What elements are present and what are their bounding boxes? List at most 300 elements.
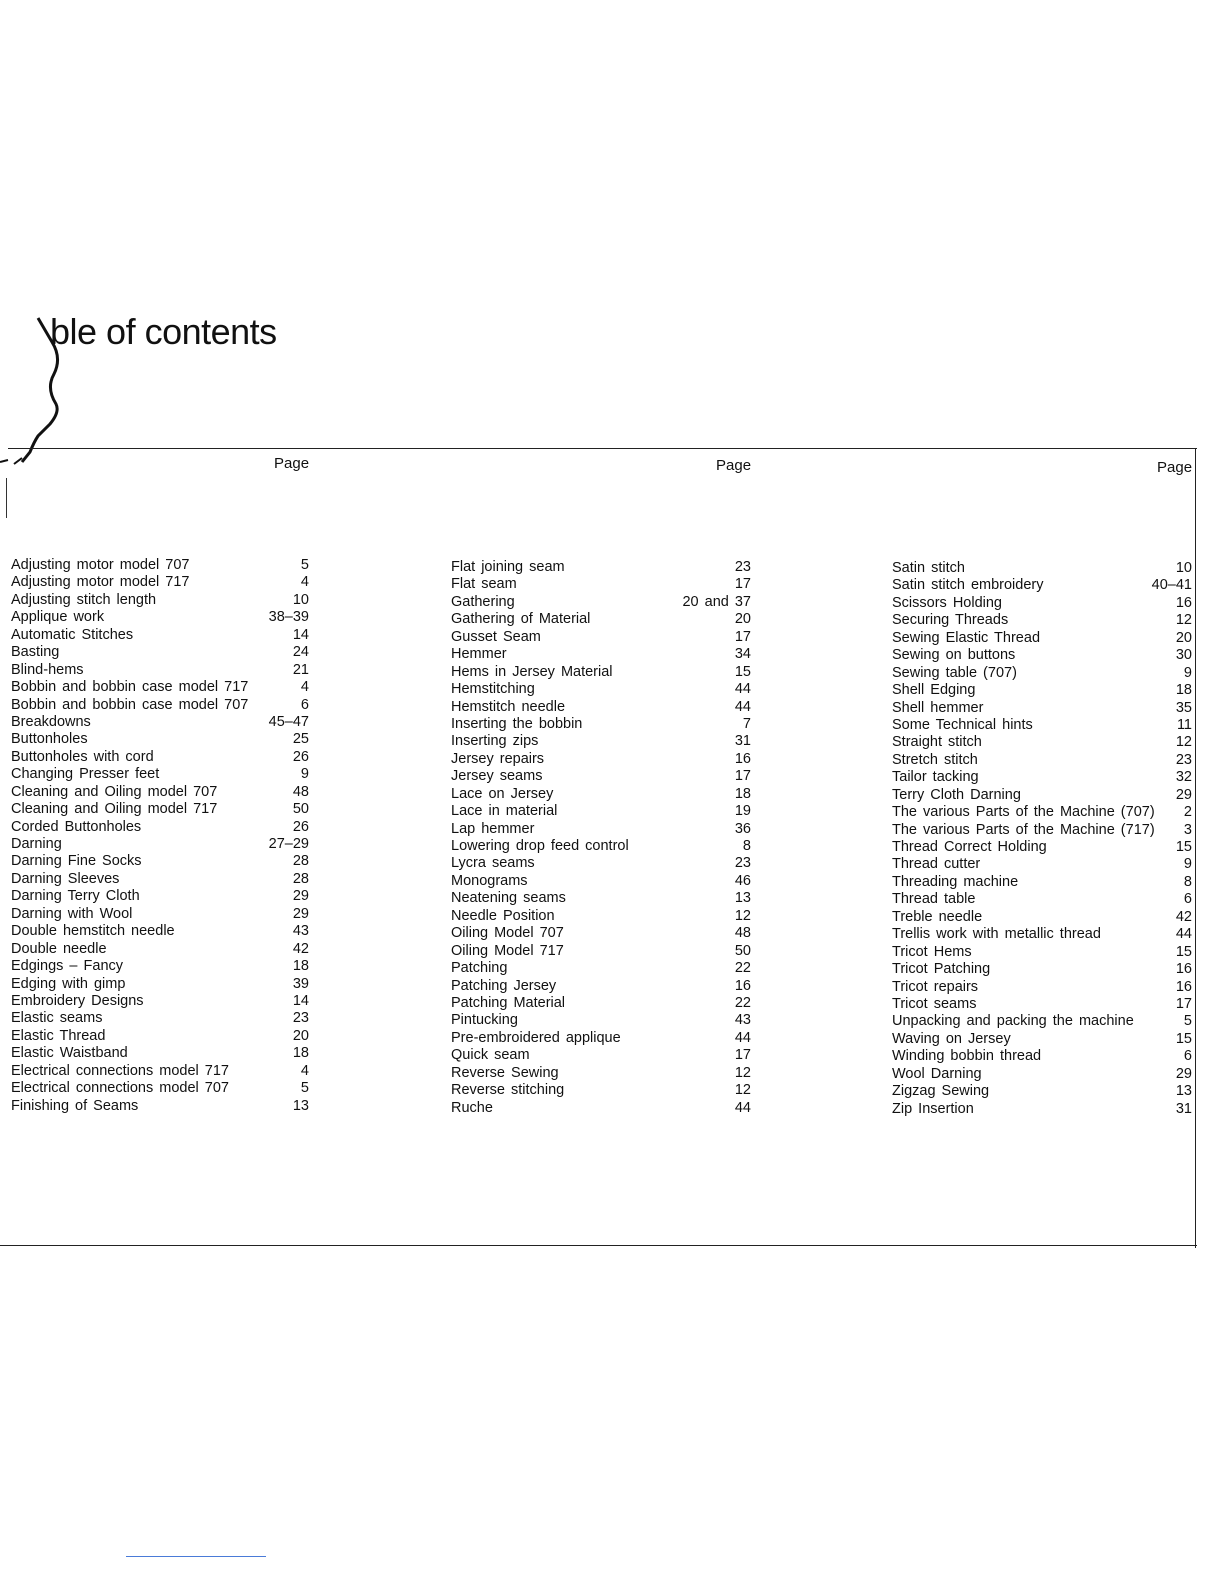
index-entry-topic: Hemstitching [451,681,535,698]
index-entry [451,716,751,733]
index-entry-page: 22 [734,960,751,977]
index-entry [451,995,751,1012]
index-entry [11,819,309,836]
index-entry-page: 23 [292,1010,309,1027]
index-entry [892,979,1192,996]
index-entry [451,1082,751,1099]
index-entry-topic: Edgings – Fancy [11,958,124,975]
index-entry-page: 16 [1175,978,1192,995]
index-entry [451,1030,751,1047]
index-entry [892,909,1192,926]
index-entry [892,734,1192,751]
index-entry-page: 4 [300,574,309,591]
frame-left-rule [6,478,7,518]
index-entry [451,943,751,960]
index-entry [892,630,1192,647]
index-entry [451,978,751,995]
index-entry-topic: Inserting zips [451,733,539,750]
index-entry-topic: Adjusting motor model 717 [11,574,190,591]
index-entry [892,1066,1192,1083]
index-entry-topic: Gusset Seam [451,628,541,645]
index-entry-topic: Elastic Thread [11,1027,106,1044]
frame-bottom-rule [0,1245,1197,1246]
index-entry-page: 28 [292,870,309,887]
index-entry-topic: Sewing table (707) [892,664,1017,681]
index-entry-page: 23 [734,855,751,872]
index-entry [892,926,1192,943]
index-entry [892,647,1192,664]
index-entry-page: 6 [300,696,309,713]
index-entry-page: 17 [1175,995,1192,1012]
index-entry-topic: The various Parts of the Machine (707) [892,804,1155,821]
index-entry [451,1065,751,1082]
index-entry [451,1100,751,1117]
index-entry-topic: Scissors Holding [892,594,1002,611]
index-entry-page: 34 [734,646,751,663]
index-entry-topic: Pre-embroidered applique [451,1029,621,1046]
index-entry-topic: Sewing Elastic Thread [892,629,1041,646]
index-entry-topic: Straight stitch [892,734,982,751]
index-entry-page: 20 [734,611,751,628]
index-entry-topic: Lowering drop feed control [451,838,629,854]
index-entry [451,733,751,750]
index-entry-page: 5 [300,1080,309,1097]
index-entry [451,890,751,907]
index-entry [451,681,751,698]
index-entry [892,752,1192,769]
index-entry-topic: Embroidery Designs [11,992,144,1009]
index-entry [892,612,1192,629]
index-entry [11,697,309,714]
index-entry [451,646,751,663]
index-entry-topic: Hemmer [451,646,507,663]
index-entry-topic: Sewing on buttons [892,647,1016,664]
index-entry-page: 5 [300,557,309,573]
index-entry-page: 31 [734,733,751,750]
index-entry-topic: Threading machine [892,873,1019,890]
index-entry-page: 16 [734,750,751,767]
index-entry [11,1063,309,1080]
index-entry-page: 13 [1175,1083,1192,1100]
index-entry [451,1047,751,1064]
index-column-2 [451,559,751,1117]
index-entry-page: 20 and 37 [682,593,751,610]
index-entry-topic: Reverse Sewing [451,1064,559,1081]
index-entry-topic: Edging with gimp [11,975,126,992]
index-entry-topic: Oiling Model 717 [451,942,564,959]
index-entry-page: 4 [300,679,309,696]
page-column-header-1: Page [274,455,310,472]
index-column-3 [892,560,1192,1118]
index-entry [892,717,1192,734]
index-entry-page: 18 [734,785,751,802]
index-entry-page: 12 [1175,612,1192,629]
index-entry-page: 14 [292,992,309,1009]
index-entry [892,787,1192,804]
index-entry [451,821,751,838]
index-entry [892,700,1192,717]
index-entry-topic: Electrical connections model 717 [11,1062,229,1079]
index-entry-topic: Securing Threads [892,612,1009,629]
index-entry-topic: Shell Edging [892,682,976,699]
index-entry-page: 18 [292,1045,309,1062]
index-entry [11,644,309,661]
index-entry [451,803,751,820]
index-entry-page: 16 [734,977,751,994]
index-entry-page: 16 [1175,594,1192,611]
index-entry-topic: Tricot repairs [892,978,979,995]
index-entry-topic: Adjusting motor model 707 [11,557,190,573]
index-entry-page: 11 [1176,716,1192,733]
index-entry-topic: The various Parts of the Machine (717) [892,821,1155,838]
index-entry [892,577,1192,594]
index-entry-topic: Trellis work with metallic thread [892,926,1101,943]
index-entry-page: 12 [734,1064,751,1081]
index-entry-page: 17 [734,768,751,785]
index-entry-page: 5 [1183,1013,1192,1030]
index-entry-page: 16 [1175,961,1192,978]
index-entry [892,1013,1192,1030]
index-entry-page: 9 [1183,856,1192,873]
index-entry-topic: Bobbin and bobbin case model 707 [11,696,249,713]
index-entry [11,906,309,923]
index-entry-page: 15 [1175,1030,1192,1047]
index-entry-topic: Hems in Jersey Material [451,663,613,680]
index-entry-topic: Lace in material [451,803,558,820]
index-entry-page: 35 [1175,699,1192,716]
index-entry [11,801,309,818]
index-entry-topic: Lap hemmer [451,820,535,837]
index-entry-page: 32 [1175,769,1192,786]
index-entry-topic: Lace on Jersey [451,785,554,802]
index-entry-page: 44 [734,681,751,698]
index-entry-topic: Neatening seams [451,890,566,907]
index-entry [11,993,309,1010]
index-entry [892,1101,1192,1118]
index-entry-topic: Darning [11,836,62,852]
index-entry-page: 30 [1175,647,1192,664]
index-entry-page: 45–47 [268,713,309,730]
index-entry-page: 29 [292,888,309,905]
index-entry-page: 48 [734,925,751,942]
index-entry-topic: Jersey seams [451,768,543,785]
index-entry-topic: Wool Darning [892,1065,982,1082]
index-entry [11,1098,309,1115]
index-entry-topic: Flat joining seam [451,559,565,575]
index-entry-page: 7 [742,715,751,732]
index-entry-page: 21 [292,661,309,678]
index-entry [11,923,309,940]
index-entry-topic: Flat seam [451,576,517,593]
index-entry-topic: Breakdowns [11,713,91,730]
index-entry-topic: Darning Sleeves [11,870,120,887]
index-entry [11,609,309,626]
index-entry [892,891,1192,908]
index-entry-page: 17 [734,628,751,645]
index-entry-topic: Quick seam [451,1047,530,1064]
index-entry [11,976,309,993]
index-entry-topic: Automatic Stitches [11,626,134,643]
index-entry-page: 26 [292,818,309,835]
index-entry-topic: Reverse stitching [451,1082,565,1099]
index-entry-page: 3 [1183,821,1192,838]
index-entry-page: 12 [1175,734,1192,751]
index-entry-page: 12 [734,1082,751,1099]
index-entry-topic: Adjusting stitch length [11,591,157,608]
index-entry-page: 15 [1175,839,1192,855]
index-entry [892,804,1192,821]
index-entry [892,560,1192,577]
index-entry-page: 42 [1175,908,1192,925]
page-column-header-3: Page [1157,459,1193,476]
index-entry-topic: Elastic Waistband [11,1045,128,1062]
index-entry-topic: Hemstitch needle [451,698,566,715]
index-entry-topic: Pintucking [451,1012,518,1029]
index-entry-page: 42 [292,940,309,957]
index-entry-page: 40–41 [1151,577,1192,594]
index-entry [11,574,309,591]
index-entry-topic: Treble needle [892,908,983,925]
index-entry-topic: Waving on Jersey [892,1030,1011,1047]
frame-right-rule [1195,448,1196,1248]
index-entry [892,944,1192,961]
index-entry [11,679,309,696]
index-entry-topic: Needle Position [451,907,555,924]
index-entry [451,611,751,628]
index-entry [11,557,309,574]
index-entry-page: 25 [292,731,309,748]
index-entry-topic: Thread cutter [892,856,981,873]
index-entry-topic: Gathering of Material [451,611,591,628]
index-entry-page: 23 [1175,751,1192,768]
index-entry-page: 8 [1183,873,1192,890]
index-entry-topic: Terry Cloth Darning [892,786,1021,803]
index-entry [11,1010,309,1027]
index-entry [451,1012,751,1029]
index-entry-topic: Zigzag Sewing [892,1083,990,1100]
index-entry-topic: Darning with Wool [11,905,133,922]
index-entry-topic: Blind-hems [11,661,84,678]
index-entry-page: 46 [734,872,751,889]
index-entry-page: 8 [742,838,751,854]
index-entry-topic: Basting [11,644,60,661]
index-entry-topic: Tricot Patching [892,961,991,978]
index-entry-topic: Double needle [11,940,107,957]
index-entry-topic: Tricot seams [892,995,977,1012]
index-entry-page: 23 [734,559,751,575]
index-entry-page: 36 [734,820,751,837]
index-entry-topic: Oiling Model 707 [451,925,564,942]
index-entry [451,960,751,977]
index-entry-topic: Satin stitch embroidery [892,577,1044,594]
index-entry-topic: Applique work [11,609,105,626]
index-entry-page: 22 [734,994,751,1011]
index-entry-topic: Shell hemmer [892,699,984,716]
index-entry [451,594,751,611]
index-entry-topic: Darning Terry Cloth [11,888,140,905]
index-entry-topic: Patching Jersey [451,977,557,994]
index-entry-topic: Buttonholes with cord [11,748,154,765]
index-entry [451,873,751,890]
index-entry-page: 31 [1175,1100,1192,1117]
index-entry-page: 29 [292,905,309,922]
index-entry [11,714,309,731]
index-entry-page: 44 [734,1099,751,1116]
index-entry-topic: Electrical connections model 707 [11,1080,229,1097]
index-entry [451,786,751,803]
index-entry-topic: Winding bobbin thread [892,1048,1042,1065]
index-entry [11,1080,309,1097]
index-entry-page: 17 [734,576,751,593]
index-entry-topic: Buttonholes [11,731,88,748]
index-entry [11,871,309,888]
index-entry [892,595,1192,612]
index-entry-page: 4 [300,1062,309,1079]
index-entry-topic: Darning Fine Socks [11,853,142,870]
index-entry [451,559,751,576]
index-entry [451,751,751,768]
index-entry-topic: Thread table [892,891,976,908]
index-entry-topic: Some Technical hints [892,716,1033,733]
index-entry-topic: Lycra seams [451,855,535,872]
index-entry [11,958,309,975]
index-entry-page: 50 [734,942,751,959]
index-entry-page: 6 [1183,1048,1192,1065]
index-entry [892,996,1192,1013]
index-entry [892,874,1192,891]
page-column-header-2: Page [716,457,752,474]
index-entry-page: 48 [292,783,309,800]
index-entry-page: 18 [292,958,309,975]
index-entry [892,839,1192,856]
index-entry-page: 27–29 [268,836,309,852]
index-entry-topic: Double hemstitch needle [11,923,175,940]
index-entry-page: 6 [1183,891,1192,908]
index-entry [892,1031,1192,1048]
index-entry-page: 26 [292,748,309,765]
index-entry [451,925,751,942]
index-entry-page: 20 [292,1027,309,1044]
index-entry-page: 15 [734,663,751,680]
index-entry [451,908,751,925]
index-entry [892,1048,1192,1065]
index-entry-page: 24 [292,644,309,661]
index-entry-page: 18 [1175,682,1192,699]
index-entry-topic: Ruche [451,1099,493,1116]
index-entry [11,888,309,905]
index-entry-topic: Tailor tacking [892,769,979,786]
index-entry-page: 44 [1175,926,1192,943]
index-entry [451,699,751,716]
index-entry-page: 44 [734,1029,751,1046]
index-entry-page: 38–39 [268,609,309,626]
index-entry-topic: Patching [451,960,508,977]
index-entry-topic: Changing Presser feet [11,766,160,783]
index-entry [11,1028,309,1045]
index-entry-page: 13 [734,890,751,907]
index-entry-topic: Bobbin and bobbin case model 717 [11,679,249,696]
index-entry-page: 29 [1175,786,1192,803]
index-entry [11,941,309,958]
index-entry-topic: Inserting the bobbin [451,715,583,732]
index-entry [11,749,309,766]
index-entry-topic: Unpacking and packing the machine [892,1013,1134,1030]
index-entry-page: 14 [292,626,309,643]
index-entry-topic: Stretch stitch [892,751,978,768]
index-entry [892,665,1192,682]
index-entry-page: 15 [1175,943,1192,960]
index-entry-topic: Monograms [451,872,528,889]
index-entry [892,822,1192,839]
index-entry-topic: Finishing of Seams [11,1097,139,1114]
index-entry-page: 10 [1175,560,1192,576]
index-entry-topic: Cleaning and Oiling model 717 [11,801,218,818]
index-entry [451,664,751,681]
index-entry [892,682,1192,699]
index-entry [11,662,309,679]
index-entry [11,592,309,609]
index-entry [11,853,309,870]
index-entry [451,576,751,593]
index-entry-page: 28 [292,853,309,870]
index-entry-topic: Tricot Hems [892,943,972,960]
index-entry-page: 13 [292,1097,309,1114]
index-entry-page: 50 [292,801,309,818]
index-entry [11,731,309,748]
index-entry-page: 19 [734,803,751,820]
index-entry-page: 2 [1183,804,1192,821]
index-entry-page: 9 [1183,664,1192,681]
index-entry-topic: Elastic seams [11,1010,103,1027]
index-entry-topic: Zip Insertion [892,1100,974,1117]
index-entry-topic: Cleaning and Oiling model 707 [11,783,218,800]
index-entry [892,961,1192,978]
index-entry-topic: Gathering [451,593,515,610]
index-entry [892,1083,1192,1100]
index-entry [11,836,309,853]
footer-link-underline [126,1556,266,1557]
index-entry-page: 29 [1175,1065,1192,1082]
index-entry-topic: Thread Correct Holding [892,839,1047,855]
index-entry-topic: Patching Material [451,994,566,1011]
index-entry [451,629,751,646]
frame-top-rule [8,448,1197,449]
page-title: ble of contents [50,311,277,352]
index-entry-page: 20 [1175,629,1192,646]
index-entry-page: 12 [734,907,751,924]
index-entry-page: 10 [292,591,309,608]
index-entry [11,1045,309,1062]
index-entry [892,856,1192,873]
index-column-1 [11,557,309,1115]
index-entry [11,766,309,783]
index-entry-topic: Satin stitch [892,560,965,576]
index-entry [11,627,309,644]
index-entry-topic: Corded Buttonholes [11,818,142,835]
index-entry-page: 9 [300,766,309,783]
index-entry [451,855,751,872]
index-entry-page: 43 [292,923,309,940]
index-entry-topic: Jersey repairs [451,750,545,767]
index-entry-page: 17 [734,1047,751,1064]
index-entry [451,838,751,855]
index-entry-page: 39 [292,975,309,992]
index-entry [892,769,1192,786]
index-entry-page: 44 [734,698,751,715]
index-entry [451,768,751,785]
index-entry [11,784,309,801]
index-entry-page: 43 [734,1012,751,1029]
